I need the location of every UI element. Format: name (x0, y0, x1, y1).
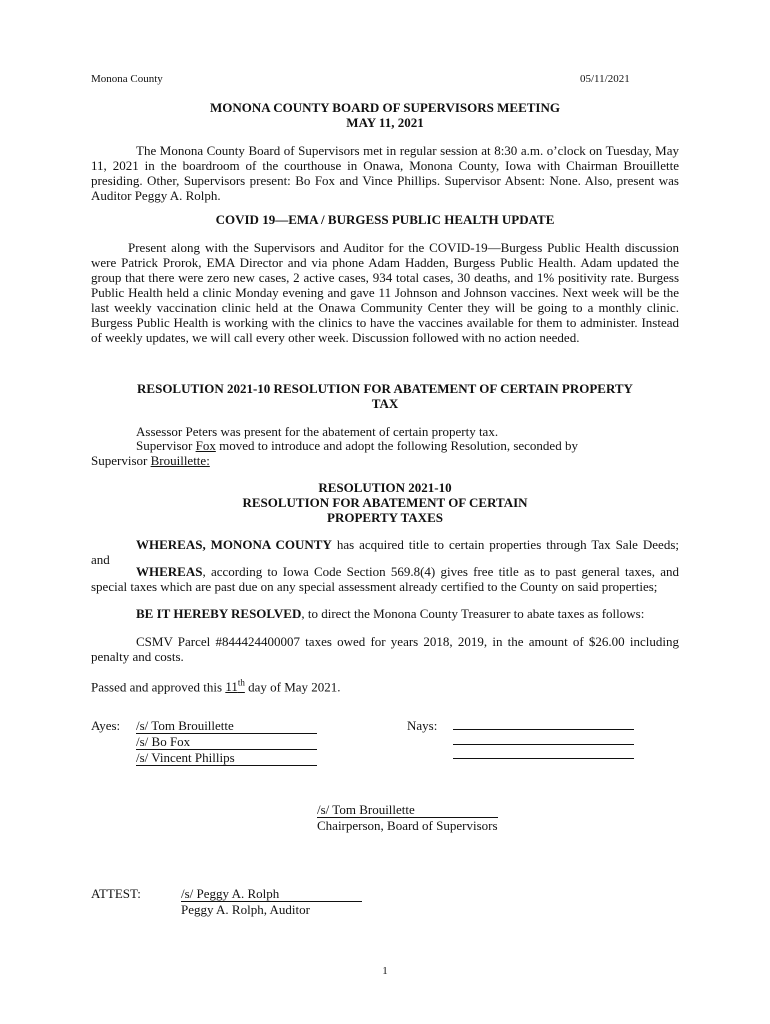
attest-name: Peggy A. Rolph, Auditor (181, 902, 310, 917)
resolution-section-heading-line2: TAX (371, 396, 399, 411)
whereas2-text: , according to Iowa Code Section 569.8(4) gives free title as to past general taxes, and special taxes which are past due on any special assessment already certified to the County on said properties; (91, 564, 679, 594)
attest-block (181, 886, 362, 917)
assessor-line: Assessor Peters was present for the abatement of certain property tax. (136, 424, 499, 439)
header-date: 05/11/2021 (580, 73, 630, 85)
motion-mid: moved to introduce and adopt the following Resolution, seconded by (215, 438, 578, 453)
parcel-paragraph: CSMV Parcel #844424400007 taxes owed for years 2018, 2019, in the amount of $26.00 including penalty and costs. (91, 634, 679, 664)
resolved-paragraph (91, 606, 679, 621)
resolved-text: , to direct the Monona County Treasurer to abate taxes as follows: (301, 606, 645, 621)
ayes-label: Ayes: (91, 718, 121, 733)
aye-signature: /s/ Tom Brouillette (136, 718, 317, 734)
nay-signature-line (453, 729, 634, 730)
resolution-section-heading (91, 381, 679, 411)
meeting-title (91, 100, 679, 130)
motion-pre: Supervisor (136, 438, 196, 453)
passed-line (91, 676, 341, 694)
chair-block (317, 802, 498, 833)
intro-paragraph: The Monona County Board of Supervisors met in regular session at 8:30 a.m. o’clock on Tuesday, May 11, 2021 in the boardroom of the courthouse in Onawa, Monona County, Iowa with Chairman Brouillette presiding. Other, Supervisors present: Bo Fox and Vince Phillips. Supervisor Absent: None. Also, present was Auditor Peggy A. Rolph. (91, 143, 679, 203)
chair-title: Chairperson, Board of Supervisors (317, 818, 498, 833)
passed-post: day of May 2021. (244, 679, 341, 695)
whereas1-text: has acquired title to certain properties through Tax Sale Deeds; and (91, 537, 679, 567)
passed-day: 11th (225, 678, 245, 695)
motion-line2-pre: Supervisor (91, 453, 151, 468)
passed-pre: Passed and approved this (91, 679, 226, 695)
covid-heading: COVID 19—EMA / BURGESS PUBLIC HEALTH UPDATE (215, 212, 555, 227)
motion-line-2 (91, 453, 210, 468)
motion-line (136, 438, 578, 453)
whereas1-bold: WHEREAS, MONONA COUNTY (136, 537, 332, 552)
meeting-title-line2: MAY 11, 2021 (346, 115, 424, 130)
resolved-bold: BE IT HEREBY RESOLVED (136, 606, 302, 621)
motion-supervisor-brouillette: Brouillette: (150, 453, 210, 468)
nay-signature-line (453, 758, 634, 759)
resolution-section-heading-line1: RESOLUTION 2021-10 RESOLUTION FOR ABATEMENT OF CERTAIN PROPERTY (137, 381, 633, 396)
motion-supervisor-fox: Fox (195, 438, 216, 453)
ayes-list (136, 718, 317, 766)
aye-signature: /s/ Bo Fox (136, 734, 317, 750)
header-county: Monona County (91, 73, 163, 85)
resolution-title-line2: RESOLUTION FOR ABATEMENT OF CERTAIN (242, 495, 528, 510)
resolution-title-line3: PROPERTY TAXES (327, 510, 443, 525)
chair-signature: /s/ Tom Brouillette (317, 802, 498, 818)
aye-signature: /s/ Vincent Phillips (136, 750, 317, 766)
nay-signature-line (453, 744, 634, 745)
attest-label: ATTEST: (91, 886, 141, 901)
attest-signature: /s/ Peggy A. Rolph (181, 886, 362, 902)
page-number: 1 (382, 965, 388, 977)
resolution-title (91, 480, 679, 525)
whereas2-bold: WHEREAS (136, 564, 203, 579)
whereas-paragraph-2 (91, 564, 679, 594)
meeting-title-line1: MONONA COUNTY BOARD OF SUPERVISORS MEETING (210, 100, 560, 115)
nays-label: Nays: (407, 718, 438, 733)
whereas-paragraph-1 (91, 537, 679, 567)
resolution-title-line1: RESOLUTION 2021-10 (318, 480, 452, 495)
covid-paragraph: Present along with the Supervisors and Auditor for the COVID-19—Burgess Public Health discussion were Patrick Prorok, EMA Director and via phone Adam Hadden, Burgess Public Health. Adam updated the group that there were zero new cases, 2 active cases, 934 total cases, 30 deaths, and 1% positivity rate. Burgess Public Health held a clinic Monday evening and gave 11 Johnson and Johnson vaccines. Next week will be the last weekly vaccination clinic held at the Onawa Community Center they will be going to a monthly clinic. Burgess Public Health is working with the clinics to have the vaccines available for them to administer. Instead of weekly updates, we will call every other week. Discussion followed with no action needed. (91, 240, 679, 345)
